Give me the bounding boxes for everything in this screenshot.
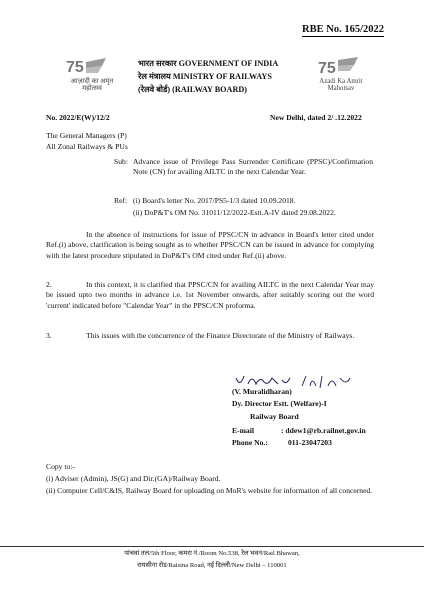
addressee-line-2: All Zonal Railways & PUs: [46, 142, 128, 151]
letter-date: New Delhi, dated 2/ .12.2022: [270, 113, 362, 122]
paragraph-1: In the absence of instructions for issue of PPSC/CN in advance in Board's letter cited under Ref.(i) above, clarification is being sought as to whether PPSC/CN can be issued in advance for complying with the latest procedure stipulated in DoP&T's OM cited under Ref.(ii) above.: [46, 230, 374, 260]
paragraph-2-number: 2.: [46, 280, 52, 289]
paragraph-3: This issues with the concurrence of the Finance Directorate of the Ministry of Railways.: [86, 331, 355, 340]
paragraph-3-number: 3.: [46, 331, 52, 340]
svg-text:75: 75: [66, 59, 84, 76]
subject-text: Advance issue of Privilege Pass Surrender Certificate (PPSC)/Confirmation Note (CN) for availing AILTC in the next Calendar Year.: [133, 157, 373, 177]
right-logo-text: Azadi Ka Amrit Mahotsav: [319, 78, 363, 92]
signatory-name: (V. Muralidharan): [232, 387, 292, 396]
footer-line-2: रायसीना रोड/Raisina Road, नई दिल्ली/New Delhi – 110001: [137, 562, 287, 569]
phone-label: Phone No.:: [232, 438, 268, 447]
copy-to-label: Copy to:-: [46, 462, 75, 471]
copy-to-item-1: (i) Adviser (Admin), JS(G) and Dir.(GA)/Railway Board.: [46, 474, 221, 483]
email-address[interactable]: : ddew1@rb.railnet.gov.in: [281, 426, 366, 435]
ref-label: Ref:: [114, 196, 128, 205]
copy-to-item-2: (ii) Computer Cell/C&IS, Railway Board for uploading on MoR's website for information of all concerned.: [46, 486, 373, 495]
footer-line-1: पांचवां तल/5th Floor, कमरा नं./Room No.538, रेल भवन/Rail Bhawan,: [124, 550, 300, 557]
footer-divider: [0, 546, 424, 547]
header-line-2: रेल मंत्रालय MINISTRY OF RAILWAYS: [138, 72, 272, 81]
left-logo-text: आज़ादी का अमृत महोत्सव: [70, 78, 114, 92]
addressee-line-1: The General Managers (P): [46, 131, 127, 140]
paragraph-2: In this context, it is clarified that PPSC/CN for availing AILTC in the next Calendar Year may be issued upto two months in advance i.e. 1st November onwards, after suitably scoring out the word 'current' indicated before "Calendar Year" in the PPSC/CN proforma.: [46, 280, 374, 310]
svg-text:75: 75: [318, 60, 336, 77]
footer-address: [0, 548, 424, 572]
signatory-designation: Dy. Director Estt. (Welfare)-I: [232, 399, 327, 408]
reference-number: RBE No. 165/2022: [302, 24, 384, 35]
subject-label: Sub:: [114, 157, 128, 166]
phone-number: 011-23047203: [288, 438, 332, 447]
azadi-ka-amrit-mahotsav-logo-right: [316, 56, 364, 94]
signatory-office: Railway Board: [250, 412, 299, 421]
email-label: E-mail: [232, 426, 254, 435]
header-line-1: भारत सरकार GOVERNMENT OF INDIA: [138, 59, 279, 68]
ref-item-2: (ii) DoP&T's OM No. 31011/12/2022-Estt.A-IV dated 29.08.2022.: [133, 208, 336, 217]
letter-number: No. 2022/E(W)/12/2: [46, 113, 110, 122]
azadi-ka-amrit-mahotsav-logo: [62, 56, 114, 94]
header-line-3: (रेलवे बोर्ड) (RAILWAY BOARD): [138, 85, 248, 94]
ref-item-1: (i) Board's letter No. 2017/PS5-1/3 dated 10.09.2018.: [133, 196, 296, 205]
amrit-mahotsav-emblem-icon: [316, 56, 364, 80]
